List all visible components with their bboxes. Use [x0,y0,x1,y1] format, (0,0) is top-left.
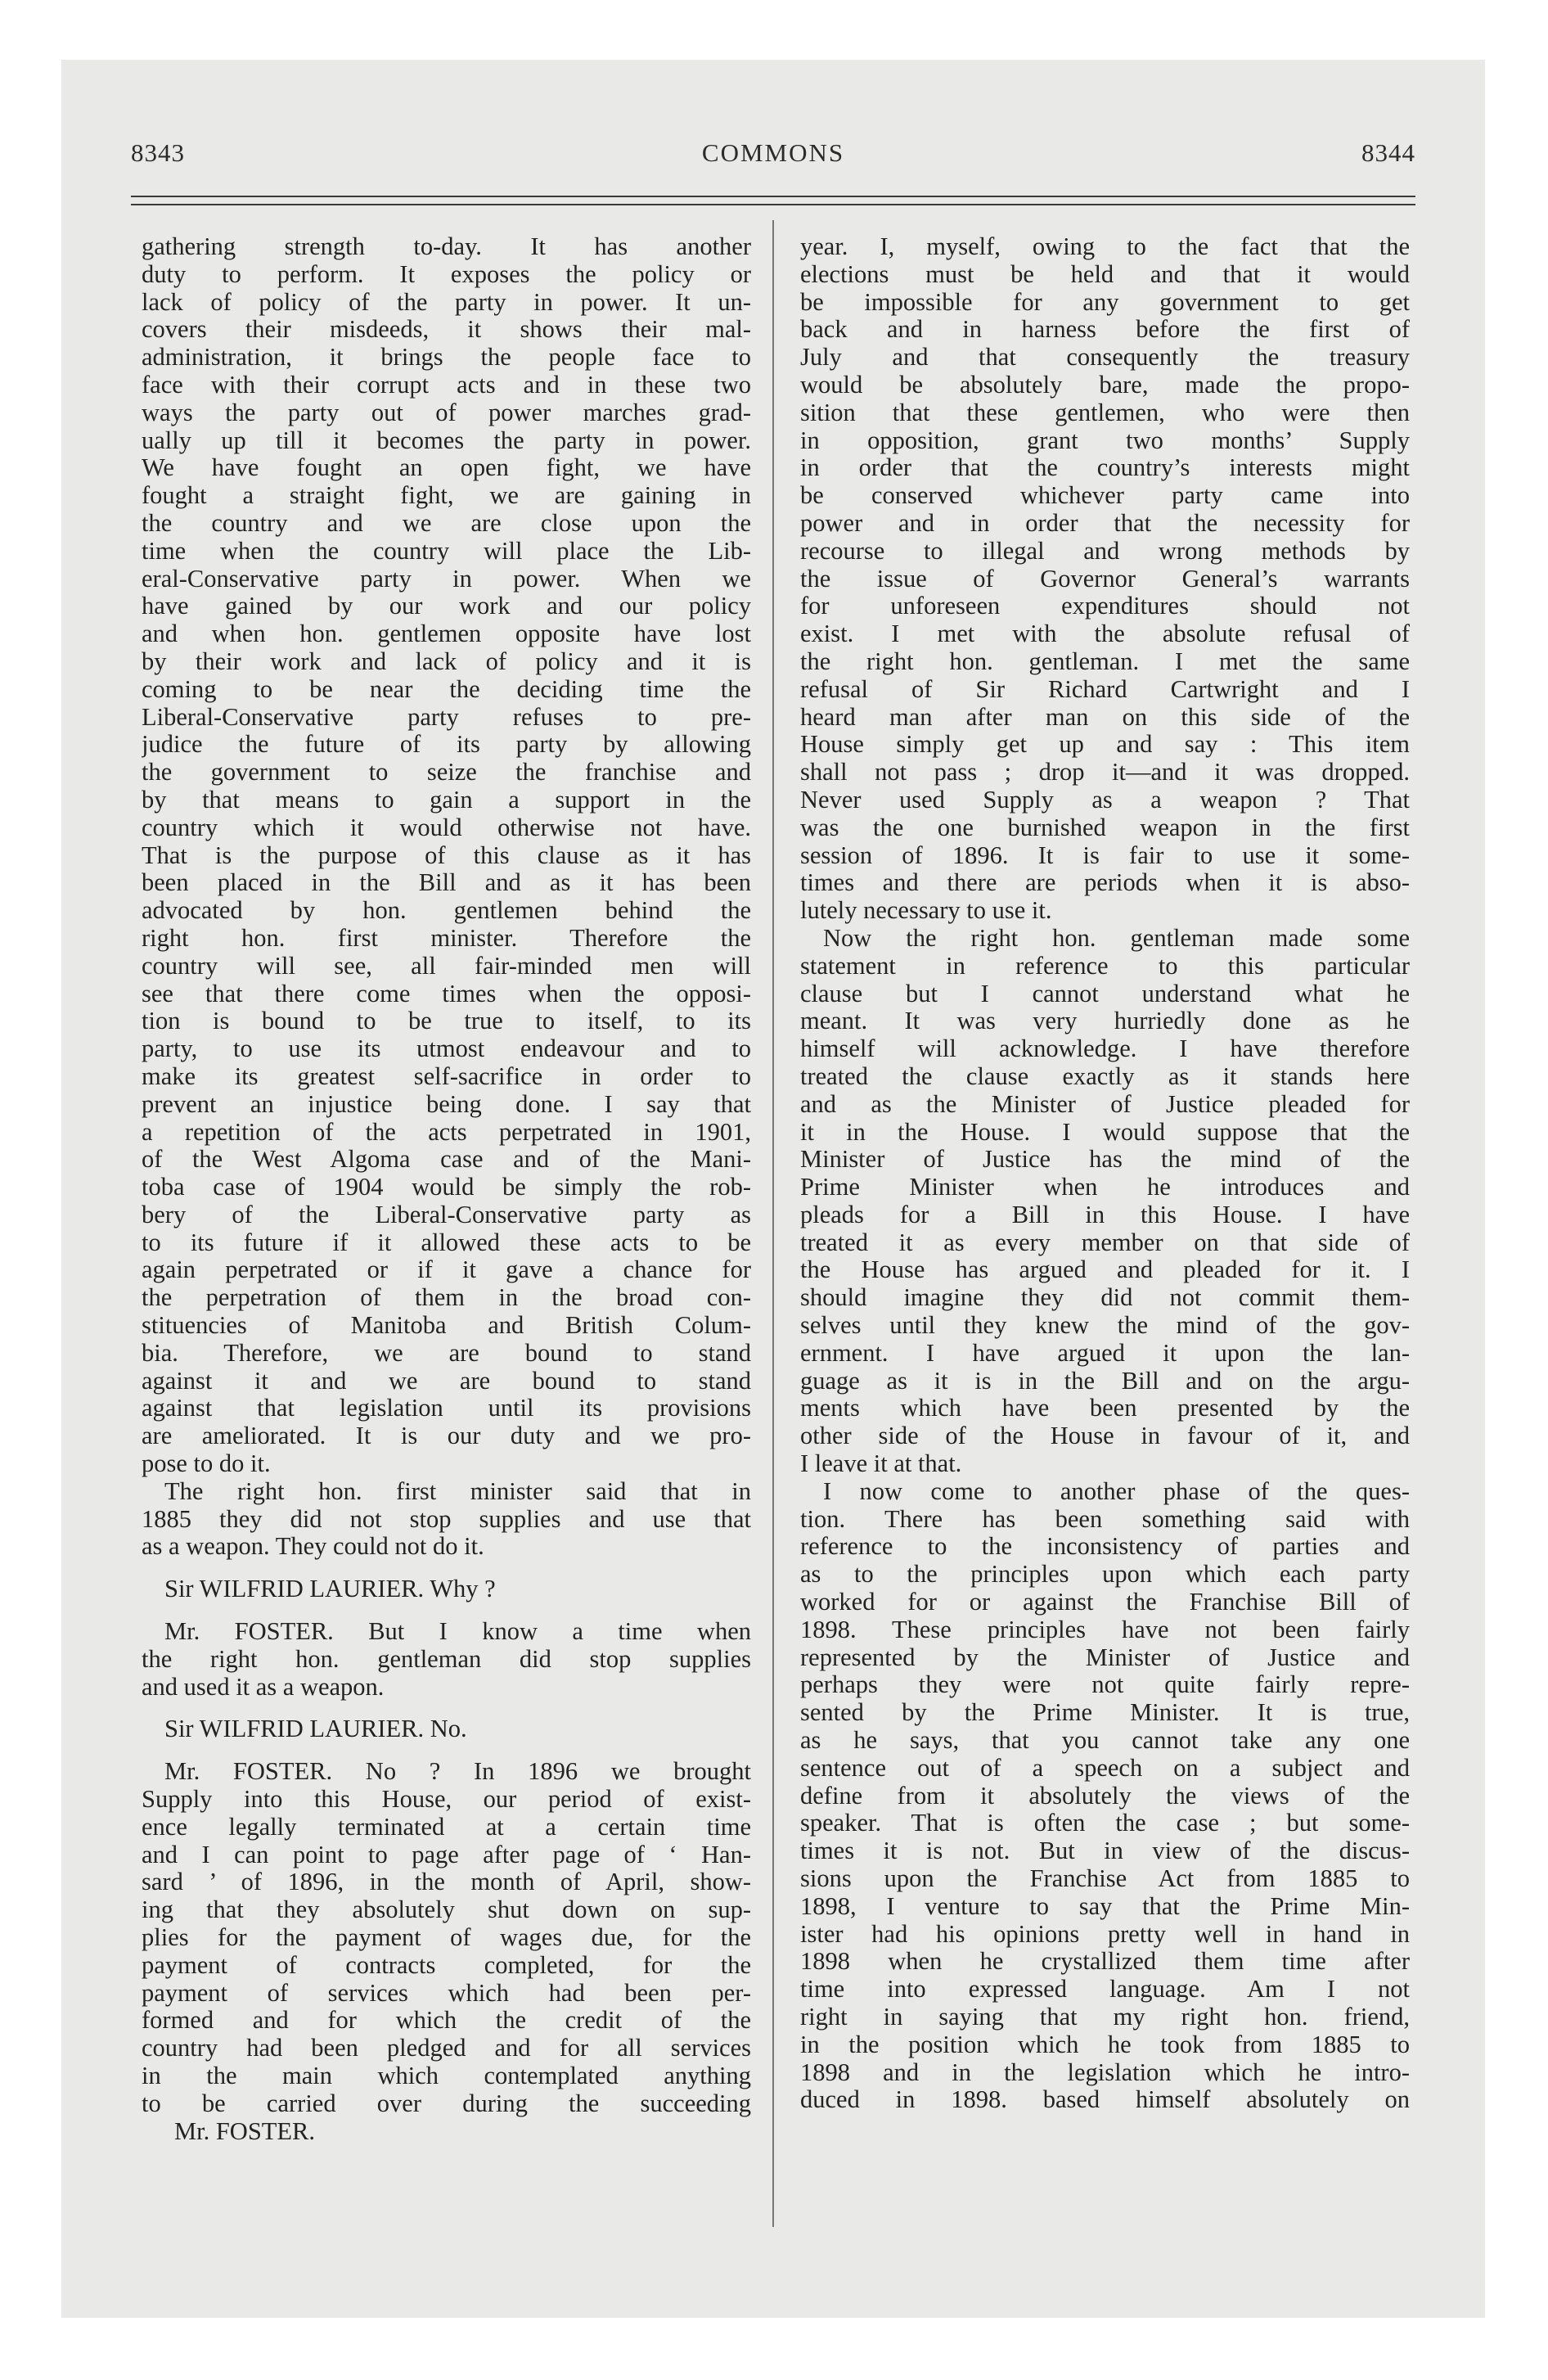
text-line: against that legislation until its provisions [142,1395,751,1422]
text-line: and as the Minister of Justice pleaded for [800,1090,1410,1118]
text-line: the right hon. gentleman did stop supplies [142,1645,751,1673]
text-line: in opposition, grant two months’ Supply [800,426,1410,454]
text-line: ually up till it becomes the party in power. [142,426,751,454]
text-line: again perpetrated or if it gave a chance for [142,1256,751,1284]
text-line: country had been pledged and for all services [142,2035,751,2062]
text-line: are ameliorated. It is our duty and we pro- [142,1422,751,1450]
text-line: be conserved whichever party came into [800,482,1410,510]
text-line: eral-Conservative party in power. When we [142,565,751,593]
text-line: duced in 1898. based himself absolutely on [800,2086,1410,2114]
text-line: time into expressed language. Am I not [800,1976,1410,2004]
text-line: was the one burnished weapon in the first [800,814,1410,841]
text-line: Mr. FOSTER. But I know a time when [164,1618,751,1646]
text-line: pleads for a Bill in this House. I have [800,1201,1410,1228]
text-line: to its future if it allowed these acts to be [142,1228,751,1256]
text-line: the perpetration of them in the broad con- [142,1284,751,1312]
text-line: pose to do it. [142,1450,271,1478]
text-line: the House has argued and pleaded for it. I [800,1256,1410,1284]
text-line: payment of contracts completed, for the [142,1951,751,1979]
text-line: times it is not. But in view of the discus- [800,1837,1410,1865]
text-line: Supply into this House, our period of exist- [142,1786,751,1814]
text-line: right in saying that my right hon. friend, [800,2004,1410,2031]
text-line: and I can point to page after page of ‘ Han- [142,1841,751,1868]
text-line: We have fought an open fight, we have [142,454,751,482]
text-line: lack of policy of the party in power. It un- [142,288,751,316]
text-line: Mr. FOSTER. No ? In 1896 we brought [164,1758,751,1786]
text-line: The right hon. first minister said that in [164,1477,751,1505]
text-line: been placed in the Bill and as it has been [142,869,751,897]
text-line: I now come to another phase of the ques- [823,1477,1410,1505]
text-line: country which it would otherwise not have. [142,814,751,841]
text-line: ing that they absolutely shut down on sup- [142,1896,751,1924]
text-line: see that there come times when the opposi- [142,980,751,1007]
text-line: in order that the country’s interests might [800,454,1410,482]
text-line: sented by the Prime Minister. It is true, [800,1699,1410,1727]
text-line: stituencies of Manitoba and British Colum- [142,1312,751,1340]
text-line: meant. It was very hurriedly done as he [800,1007,1410,1035]
text-line: against it and we are bound to stand [142,1367,751,1395]
header-rule-bottom [131,204,1415,205]
text-line: country will see, all fair-minded men will [142,952,751,980]
text-line: fought a straight fight, we are gaining in [142,482,751,510]
text-line: 1885 they did not stop supplies and use that [142,1505,751,1533]
text-line: as a weapon. They could not do it. [142,1533,484,1561]
text-line: by their work and lack of policy and it is [142,647,751,675]
right-column [800,233,1410,2114]
text-line: by that means to gain a support in the [142,786,751,814]
text-line: other side of the House in favour of it, and [800,1422,1410,1450]
text-line: ments which have been presented by the [800,1395,1410,1422]
text-line: and used it as a weapon. [142,1673,385,1701]
text-line: 1898 when he crystallized them time after [800,1948,1410,1976]
text-line: define from it absolutely the views of the [800,1782,1410,1810]
page-number-left: 8343 [131,138,185,167]
text-line: exist. I met with the absolute refusal of [800,620,1410,648]
text-line: times and there are periods when it is abso- [800,869,1410,897]
header-rule-top [131,196,1415,197]
text-line: of the West Algoma case and of the Mani- [142,1146,751,1174]
text-line: Prime Minister when he introduces and [800,1174,1410,1201]
text-line: himself will acknowledge. I have therefore [800,1035,1410,1063]
text-line: treated it as every member on that side of [800,1228,1410,1256]
text-line: time when the country will place the Lib- [142,537,751,565]
text-line: the right hon. gentleman. I met the same [800,647,1410,675]
text-line: treated the clause exactly as it stands here [800,1062,1410,1090]
text-line: sard ’ of 1896, in the month of April, show- [142,1868,751,1896]
text-line: duty to perform. It exposes the policy or [142,260,751,288]
text-line: right hon. first minister. Therefore the [142,924,751,952]
text-line: represented by the Minister of Justice and [800,1643,1410,1671]
text-line: coming to be near the deciding time the [142,675,751,703]
paragraph-gap [142,1743,751,1758]
text-line: make its greatest self-sacrifice in order to [142,1062,751,1090]
text-line: gathering strength to-day. It has another [142,233,751,260]
text-line: face with their corrupt acts and in these two [142,371,751,399]
text-line: to be carried over during the succeeding [142,2089,751,2117]
text-line: judice the future of its party by allowing [142,731,751,759]
text-line: heard man after man on this side of the [800,703,1410,731]
text-line: shall not pass ; drop it—and it was dropped. [800,759,1410,787]
text-line: 1898, I venture to say that the Prime Min- [800,1892,1410,1920]
text-line: speaker. That is often the case ; but some- [800,1810,1410,1837]
text-line: perhaps they were not quite fairly repre- [800,1671,1410,1699]
text-line: recourse to illegal and wrong methods by [800,537,1410,565]
text-line: session of 1896. It is fair to use it some- [800,841,1410,869]
text-line: as to the principles upon which each party [800,1561,1410,1589]
paragraph-gap [142,1603,751,1618]
text-line: Sir WILFRID LAURIER. Why ? [164,1575,496,1603]
text-line: be impossible for any government to get [800,288,1410,316]
text-line: in the position which he took from 1885 to [800,2031,1410,2058]
paragraph-gap [142,1701,751,1715]
text-line: sition that these gentlemen, who were then [800,399,1410,426]
left-column [142,233,751,2145]
page-header [61,60,1485,174]
text-line: it in the House. I would suppose that the [800,1118,1410,1146]
text-line: would be absolutely bare, made the propo- [800,371,1410,399]
page-number-right: 8344 [1361,138,1415,167]
running-title: COMMONS [701,138,845,167]
text-line: covers their misdeeds, it shows their mal- [142,316,751,344]
text-line: reference to the inconsistency of parties and [800,1533,1410,1561]
text-line: sions upon the Franchise Act from 1885 to [800,1865,1410,1893]
text-line: tion is bound to be true to itself, to its [142,1007,751,1035]
column-divider [772,220,774,2227]
text-line: payment of services which had been per- [142,1979,751,2007]
text-line: and when hon. gentlemen opposite have lost [142,620,751,648]
text-line: for unforeseen expenditures should not [800,593,1410,620]
text-line: plies for the payment of wages due, for the [142,1924,751,1952]
speaker-signature: Mr. FOSTER. [174,2116,316,2145]
text-line: lutely necessary to use it. [800,897,1052,925]
text-line: guage as it is in the Bill and on the argu- [800,1367,1410,1395]
text-line: the issue of Governor General’s warrants [800,565,1410,593]
text-line: ence legally terminated at a certain time [142,1813,751,1841]
text-line: 1898. These principles have not been fairly [800,1616,1410,1643]
text-line: selves until they knew the mind of the gov- [800,1312,1410,1340]
text-line: should imagine they did not commit them- [800,1284,1410,1312]
text-line: bia. Therefore, we are bound to stand [142,1339,751,1367]
text-line: Now the right hon. gentleman made some [823,924,1410,952]
text-line: worked for or against the Franchise Bill of [800,1589,1410,1616]
text-line: Sir WILFRID LAURIER. No. [164,1715,467,1743]
text-line: advocated by hon. gentlemen behind the [142,897,751,925]
text-line: clause but I cannot understand what he [800,980,1410,1007]
text-line: elections must be held and that it would [800,260,1410,288]
text-line: tion. There has been something said with [800,1505,1410,1533]
text-line: the country and we are close upon the [142,509,751,537]
text-line: prevent an injustice being done. I say that [142,1090,751,1118]
text-line: in the main which contemplated anything [142,2062,751,2089]
text-line: ister had his opinions pretty well in hand in [800,1920,1410,1948]
text-line: I leave it at that. [800,1450,962,1478]
paragraph-gap [142,1561,751,1575]
text-line: 1898 and in the legislation which he intro- [800,2058,1410,2086]
text-line: Liberal-Conservative party refuses to pre- [142,703,751,731]
text-line: as he says, that you cannot take any one [800,1727,1410,1755]
text-line: year. I, myself, owing to the fact that the [800,233,1410,260]
text-line: have gained by our work and our policy [142,593,751,620]
text-line: ways the party out of power marches grad- [142,399,751,426]
text-line: the government to seize the franchise and [142,759,751,787]
text-line: party, to use its utmost endeavour and to [142,1035,751,1063]
text-line: statement in reference to this particular [800,952,1410,980]
text-line: formed and for which the credit of the [142,2007,751,2035]
text-line: Minister of Justice has the mind of the [800,1146,1410,1174]
text-line: toba case of 1904 would be simply the rob- [142,1174,751,1201]
text-line: July and that consequently the treasury [800,344,1410,372]
text-line: That is the purpose of this clause as it has [142,841,751,869]
text-line: House simply get up and say : This item [800,731,1410,759]
text-line: Never used Supply as a weapon ? That [800,786,1410,814]
text-line: power and in order that the necessity for [800,509,1410,537]
text-line: ernment. I have argued it upon the lan- [800,1339,1410,1367]
text-line: back and in harness before the first of [800,316,1410,344]
text-line: administration, it brings the people face to [142,344,751,372]
text-line: sentence out of a speech on a subject and [800,1754,1410,1782]
hansard-page [61,60,1485,2318]
text-line: a repetition of the acts perpetrated in 1901, [142,1118,751,1146]
text-line: bery of the Liberal-Conservative party as [142,1201,751,1228]
text-line: refusal of Sir Richard Cartwright and I [800,675,1410,703]
